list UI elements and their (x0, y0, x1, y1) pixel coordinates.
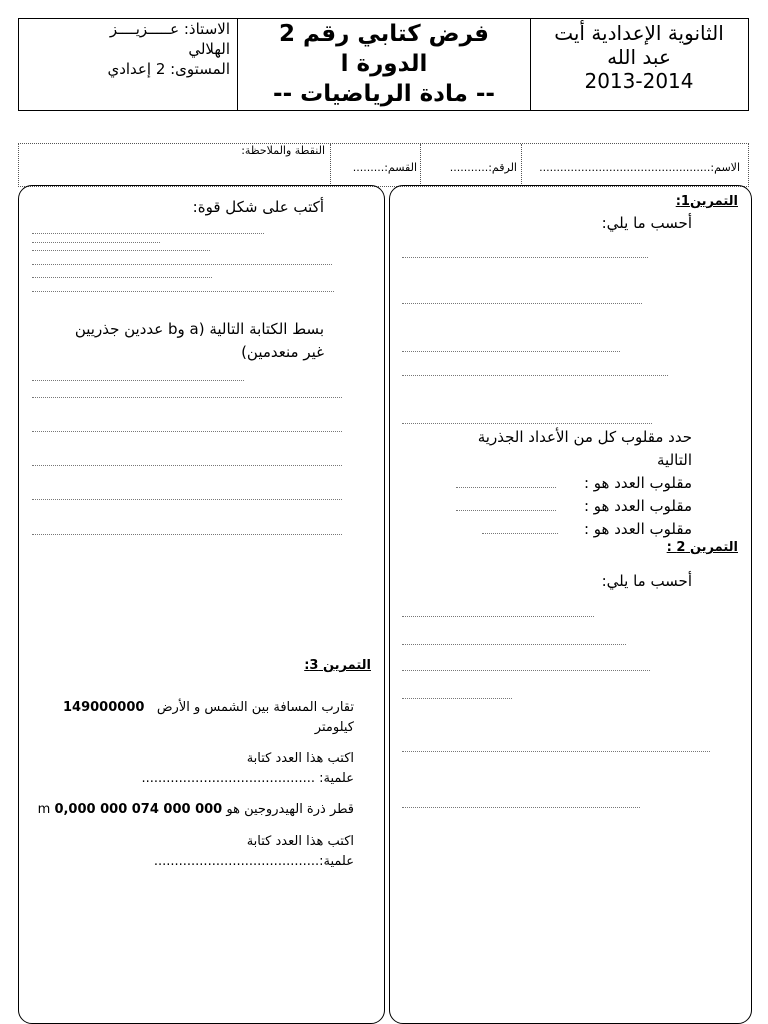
distance-unit: كيلومتر (314, 720, 354, 735)
name-label: الاسم: (710, 161, 740, 174)
right-panel (389, 185, 752, 1024)
inverse-row-label: مقلوب العدد هو : (583, 520, 692, 538)
inverse-line-2: التالية (657, 451, 692, 469)
answer-line[interactable] (402, 375, 668, 376)
answer-line[interactable] (32, 465, 342, 466)
header-table (18, 18, 749, 111)
class-level: المستوى: 2 إعدادي (107, 60, 230, 78)
answer-line[interactable] (402, 698, 512, 699)
number-field[interactable] (431, 161, 517, 174)
answer-line[interactable] (32, 264, 332, 265)
class-label: القسم:......... (352, 161, 417, 174)
answer-line[interactable] (32, 250, 210, 251)
answer-line[interactable] (32, 242, 160, 243)
teacher-surname: الهلالي (188, 40, 230, 58)
answer-line[interactable] (32, 431, 342, 432)
answer-line[interactable] (32, 380, 244, 381)
distance-value: 149000000 (63, 700, 145, 715)
answer-line[interactable] (402, 351, 620, 352)
school-name: الثانوية الإعدادية أيت (554, 21, 724, 45)
grade-label: النقطة والملاحظة: (241, 144, 325, 157)
class-field[interactable] (337, 161, 417, 174)
teacher-name: الاستاذ: عـــــزيــــز (109, 20, 230, 38)
inverse-row (584, 518, 692, 541)
write-answer[interactable]: علمية: .......................................... (141, 771, 354, 786)
answer-line[interactable] (32, 291, 334, 292)
number-label: الرقم:........... (449, 161, 517, 174)
answer-line[interactable] (402, 751, 710, 752)
power-instruction: أكتب على شكل قوة: (192, 198, 324, 216)
school-cell (530, 19, 748, 110)
answer-line[interactable] (402, 670, 650, 671)
exam-session: الدورة ا (340, 51, 428, 77)
write-answer[interactable]: علمية:........................................ (153, 854, 354, 869)
grade-field[interactable] (119, 144, 325, 157)
inverse-answer[interactable] (482, 533, 558, 534)
inverse-row-label: مقلوب العدد هو : (583, 474, 692, 492)
answer-line[interactable] (32, 277, 212, 278)
exercise2-compute: أحسب ما يلي: (601, 572, 692, 590)
simplify-instruction (24, 318, 324, 364)
inverse-answer[interactable] (456, 510, 556, 511)
diameter-text: قطر ذرة الهيدروجين هو (226, 802, 354, 817)
distance-text: تقارب المسافة بين الشمس و الأرض (156, 700, 354, 715)
answer-line[interactable] (32, 233, 264, 234)
inverse-row (584, 472, 692, 495)
simplify-line-2: غير منعدمين) (241, 343, 324, 361)
distance-statement (24, 698, 354, 738)
answer-line[interactable] (32, 534, 342, 535)
exam-title: فرض كتابي رقم 2 (279, 21, 489, 47)
diameter-statement (24, 800, 354, 820)
exercise1-inverse-instruction (412, 426, 692, 472)
answer-line[interactable] (402, 303, 642, 304)
school-year: 2013-2014 (584, 69, 694, 93)
answer-line[interactable] (402, 616, 594, 617)
exercise1-title: التمرين1: (675, 194, 738, 209)
write-line: اكتب هذا العدد كتابة (246, 834, 354, 849)
answer-line[interactable] (32, 397, 342, 398)
exercise2-title: التمرين 2 : (666, 540, 738, 555)
write-scientific-1 (114, 749, 354, 789)
teacher-cell (19, 19, 237, 110)
write-scientific-2 (114, 832, 354, 872)
answer-line[interactable] (402, 644, 626, 645)
inverse-line-1: حدد مقلوب كل من الأعداد الجذرية (477, 428, 692, 446)
name-field[interactable]: الاسم:................................................. (539, 161, 740, 174)
exam-subject: -- مادة الرياضيات -- (273, 81, 495, 107)
inverse-answer[interactable] (456, 487, 556, 488)
left-panel (18, 185, 385, 1024)
simplify-line-1: بسط الكتابة التالية (a وb عددين جذريين (74, 320, 324, 338)
inverse-row (584, 495, 692, 518)
write-line: اكتب هذا العدد كتابة (246, 751, 354, 766)
exercise1-compute: أحسب ما يلي: (601, 214, 692, 232)
exam-cell (238, 19, 530, 110)
exercise3-title: التمرين 3: (304, 658, 371, 673)
student-info-row (18, 143, 749, 187)
answer-line[interactable] (32, 499, 342, 500)
school-name-2: عبد الله (607, 45, 671, 69)
diameter-unit: m (37, 802, 51, 817)
inverse-row-label: مقلوب العدد هو : (583, 497, 692, 515)
answer-line[interactable] (402, 807, 640, 808)
diameter-value: 0,000 000 074 000 000 (54, 802, 223, 817)
answer-line[interactable] (402, 423, 652, 424)
answer-line[interactable] (402, 257, 648, 258)
